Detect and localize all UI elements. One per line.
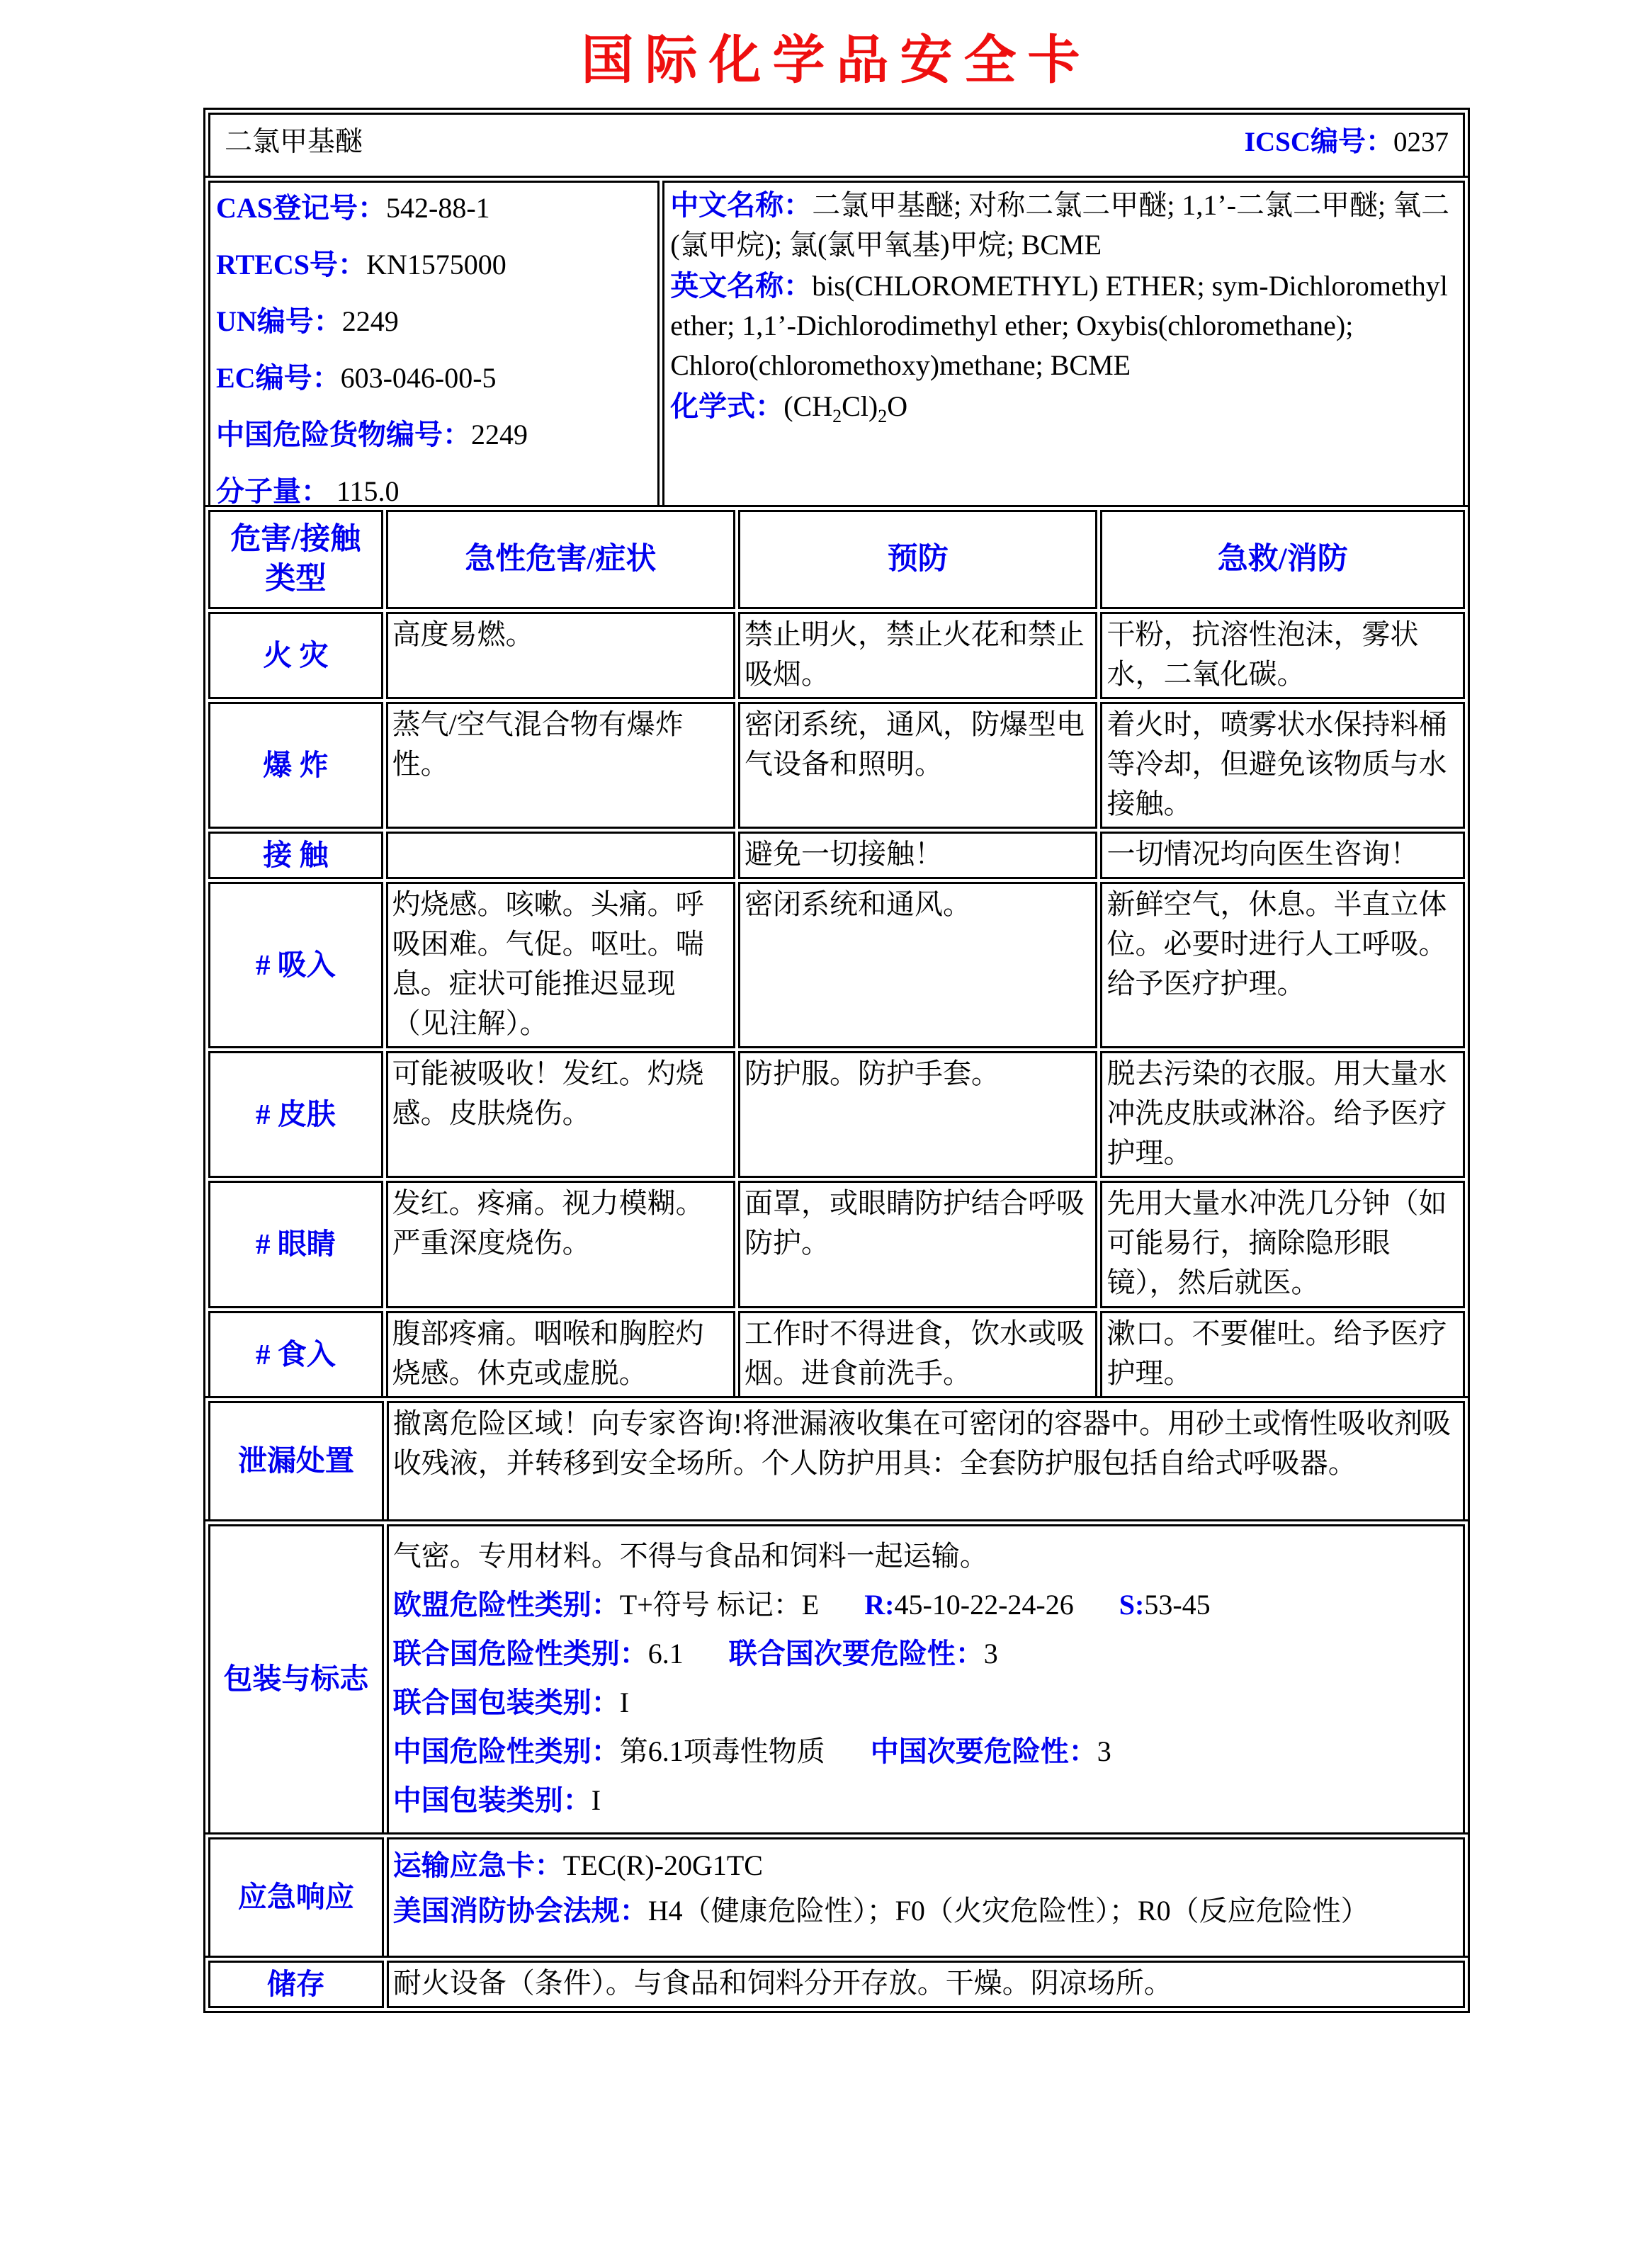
formula-part: Cl)	[842, 390, 878, 422]
ec-number-row	[216, 358, 652, 398]
hazard-type-header-line1: 危害/接触	[230, 523, 361, 557]
row-label-exposure: 接 触	[208, 832, 383, 879]
un-label: UN编号：	[216, 305, 342, 337]
english-names	[670, 266, 1457, 385]
icsc-card	[203, 108, 1470, 2013]
exposure-response: 一切情况均向医生咨询！	[1100, 832, 1465, 879]
eyes-prevention: 面罩，或眼睛防护结合呼吸防护。	[738, 1181, 1097, 1308]
eu-s-label: S:	[1119, 1589, 1145, 1621]
name-row-section	[203, 108, 1470, 183]
hazard-table	[203, 505, 1470, 1403]
un-subsidiary-risk-label: 联合国次要危险性：	[728, 1638, 984, 1669]
english-names-label: 英文名称：	[670, 270, 813, 302]
cas-value: 542-88-1	[386, 192, 490, 224]
formula-part: O	[887, 390, 908, 422]
emergency-content	[387, 1837, 1465, 1958]
emergency-section	[203, 1832, 1470, 1963]
rtecs-label: RTECS号：	[216, 249, 366, 280]
response-header: 急救/消防	[1100, 510, 1465, 609]
china-hazard-class-value: 第6.1项毒性物质	[619, 1735, 825, 1767]
hazard-header-row	[208, 510, 1465, 609]
china-hazard-class-label: 中国危险性类别：	[392, 1735, 620, 1767]
china-subsidiary-risk-label: 中国次要危险性：	[870, 1735, 1097, 1767]
icsc-number-group	[1245, 123, 1449, 162]
fire-prevention: 禁止明火，禁止火花和禁止吸烟。	[738, 612, 1097, 699]
packaging-section	[203, 1519, 1470, 1839]
china-subsidiary-risk-value: 3	[1097, 1735, 1111, 1767]
page-title: 国际化学品安全卡	[581, 32, 1092, 90]
cas-label: CAS登记号：	[216, 192, 387, 224]
un-hazard-class-row	[393, 1634, 1459, 1674]
eu-hazard-class-value: T+符号 标记：E	[619, 1589, 820, 1621]
skin-prevention: 防护服。防护手套。	[738, 1051, 1097, 1178]
eu-hazard-class-row	[393, 1585, 1459, 1625]
eu-r-value: 45-10-22-24-26	[894, 1589, 1074, 1621]
packaging-label: 包装与标志	[208, 1524, 384, 1835]
fire-response: 干粉，抗溶性泡沫，雾状水，二氧化碳。	[1100, 612, 1465, 699]
storage-text: 耐火设备（条件）。与食品和饲料分开存放。干燥。阴凉场所。	[387, 1961, 1465, 2008]
nfpa-code-label: 美国消防协会法规：	[392, 1895, 648, 1927]
table-row-eyes	[208, 1181, 1465, 1308]
rtecs-value: KN1575000	[366, 249, 506, 280]
row-label-explosion: 爆 炸	[208, 702, 383, 829]
molecular-weight-row	[216, 472, 652, 507]
chinese-names-label: 中文名称：	[670, 189, 813, 221]
identifiers-cell	[208, 181, 660, 507]
table-row-skin	[208, 1051, 1465, 1178]
name-row-cell	[208, 113, 1465, 178]
un-subsidiary-risk-value: 3	[983, 1638, 998, 1669]
molecular-weight-value: 115.0	[336, 475, 400, 507]
inhalation-symptoms: 灼烧感。咳嗽。头痛。呼吸困难。气促。呕吐。喘息。症状可能推迟显现（见注解）。	[386, 882, 735, 1048]
un-number-row	[216, 302, 652, 341]
formula-part: (CH	[783, 390, 833, 422]
eu-r-label: R:	[864, 1589, 895, 1621]
formula-subscript: 2	[878, 406, 888, 426]
nfpa-code-value: H4（健康危险性）；F0（火灾危险性）；R0（反应危险性）	[647, 1895, 1369, 1927]
row-label-ingestion: # 食入	[208, 1311, 383, 1398]
ec-value: 603-046-00-5	[340, 362, 497, 394]
explosion-symptoms: 蒸气/空气混合物有爆炸性。	[386, 702, 735, 829]
un-hazard-class-value: 6.1	[647, 1638, 684, 1669]
storage-section	[203, 1956, 1470, 2013]
chinese-names	[670, 186, 1457, 265]
packaging-transport-note: 气密。专用材料。不得与食品和饲料一起运输。	[392, 1540, 988, 1572]
hazard-type-header-line2: 类型	[265, 562, 327, 596]
prevention-header: 预防	[738, 510, 1097, 609]
un-packing-group-label: 联合国包装类别：	[392, 1686, 620, 1718]
identifiers-section	[203, 176, 1470, 512]
row-label-fire: 火 灾	[208, 612, 383, 699]
cas-number-row	[216, 188, 652, 228]
eu-s-value: 53-45	[1144, 1589, 1211, 1621]
row-label-eyes: # 眼睛	[208, 1181, 383, 1308]
english-names-value: bis(CHLOROMETHYL) ETHER; sym-Dichloromethyl ether; 1,1’-Dichlorodimethyl ether; Oxybis(chloromethane); Chloro(chloromethoxy)methane; BCME	[670, 270, 1448, 381]
formula-subscript: 2	[832, 406, 842, 426]
transport-emergency-card-value: TEC(R)-20G1TC	[562, 1849, 763, 1881]
row-label-inhalation: # 吸入	[208, 882, 383, 1048]
table-row-ingestion	[208, 1311, 1465, 1398]
eyes-symptoms: 发红。疼痛。视力模糊。严重深度烧伤。	[386, 1181, 735, 1308]
explosion-response: 着火时，喷雾状水保持料桶等冷却，但避免该物质与水接触。	[1100, 702, 1465, 829]
emergency-label: 应急响应	[208, 1837, 384, 1958]
inhalation-prevention: 密闭系统和通风。	[738, 882, 1097, 1048]
skin-response: 脱去污染的衣服。用大量水冲洗皮肤或淋浴。给予医疗护理。	[1100, 1051, 1465, 1178]
ingestion-response: 漱口。不要催吐。给予医疗护理。	[1100, 1311, 1465, 1398]
un-packing-group-row	[393, 1683, 1459, 1723]
eu-hazard-class-label: 欧盟危险性类别：	[392, 1589, 620, 1621]
rtecs-number-row	[216, 245, 652, 285]
china-hazard-class-row	[393, 1732, 1459, 1771]
spill-section	[203, 1396, 1470, 1526]
nfpa-code-row	[393, 1891, 1459, 1931]
table-row-exposure	[208, 832, 1465, 879]
storage-label: 储存	[208, 1961, 384, 2008]
china-packing-group-value: I	[591, 1784, 601, 1816]
icsc-number-label: ICSC编号：	[1244, 127, 1393, 157]
ec-label: EC编号：	[216, 362, 341, 394]
table-row-inhalation	[208, 882, 1465, 1048]
china-dg-label: 中国危险货物编号：	[216, 419, 471, 450]
row-label-skin: # 皮肤	[208, 1051, 383, 1178]
eyes-response: 先用大量水冲洗几分钟（如可能易行，摘除隐形眼镜），然后就医。	[1100, 1181, 1465, 1308]
china-packing-group-label: 中国包装类别：	[392, 1784, 592, 1816]
icsc-number-value: 0237	[1393, 127, 1449, 157]
exposure-symptoms	[386, 832, 735, 879]
ingestion-symptoms: 腹部疼痛。咽喉和胸腔灼烧感。休克或虚脱。	[386, 1311, 735, 1398]
chemical-formula-label: 化学式：	[670, 390, 784, 422]
un-packing-group-value: I	[619, 1686, 630, 1718]
explosion-prevention: 密闭系统，通风，防爆型电气设备和照明。	[738, 702, 1097, 829]
china-dg-number-row	[216, 415, 652, 455]
spill-label: 泄漏处置	[208, 1401, 384, 1521]
symptoms-header: 急性危害/症状	[386, 510, 735, 609]
fire-symptoms: 高度易燃。	[386, 612, 735, 699]
hazard-type-header	[208, 510, 383, 609]
table-row-explosion	[208, 702, 1465, 829]
exposure-prevention: 避免一切接触！	[738, 832, 1097, 879]
skin-symptoms: 可能被吸收！发红。灼烧感。皮肤烧伤。	[386, 1051, 735, 1178]
un-hazard-class-label: 联合国危险性类别：	[392, 1638, 648, 1669]
substance-name: 二氯甲基醚	[225, 127, 363, 157]
china-dg-value: 2249	[471, 419, 528, 450]
table-row-fire	[208, 612, 1465, 699]
transport-emergency-card-label: 运输应急卡：	[392, 1849, 563, 1881]
chemical-formula	[670, 387, 1457, 429]
packaging-content	[387, 1524, 1465, 1835]
molecular-weight-label: 分子量：	[216, 475, 329, 507]
chemical-names-cell	[662, 181, 1465, 507]
spill-text: 撤离危险区域！向专家咨询!将泄漏液收集在可密闭的容器中。用砂土或惰性吸收剂吸收残液，并转移到安全场所。个人防护用具：全套防护服包括自给式呼吸器。	[387, 1401, 1465, 1521]
inhalation-response: 新鲜空气，休息。半直立体位。必要时进行人工呼吸。给予医疗护理。	[1100, 882, 1465, 1048]
chinese-names-value: 二氯甲基醚; 对称二氯二甲醚; 1,1’-二氯二甲醚; 氧二(氯甲烷); 氯(氯甲氧基)甲烷; BCME	[670, 189, 1450, 261]
china-packing-group-row	[393, 1781, 1459, 1820]
transport-emergency-card-row	[393, 1846, 1459, 1886]
un-value: 2249	[341, 305, 399, 337]
ingestion-prevention: 工作时不得进食，饮水或吸烟。进食前洗手。	[738, 1311, 1097, 1398]
